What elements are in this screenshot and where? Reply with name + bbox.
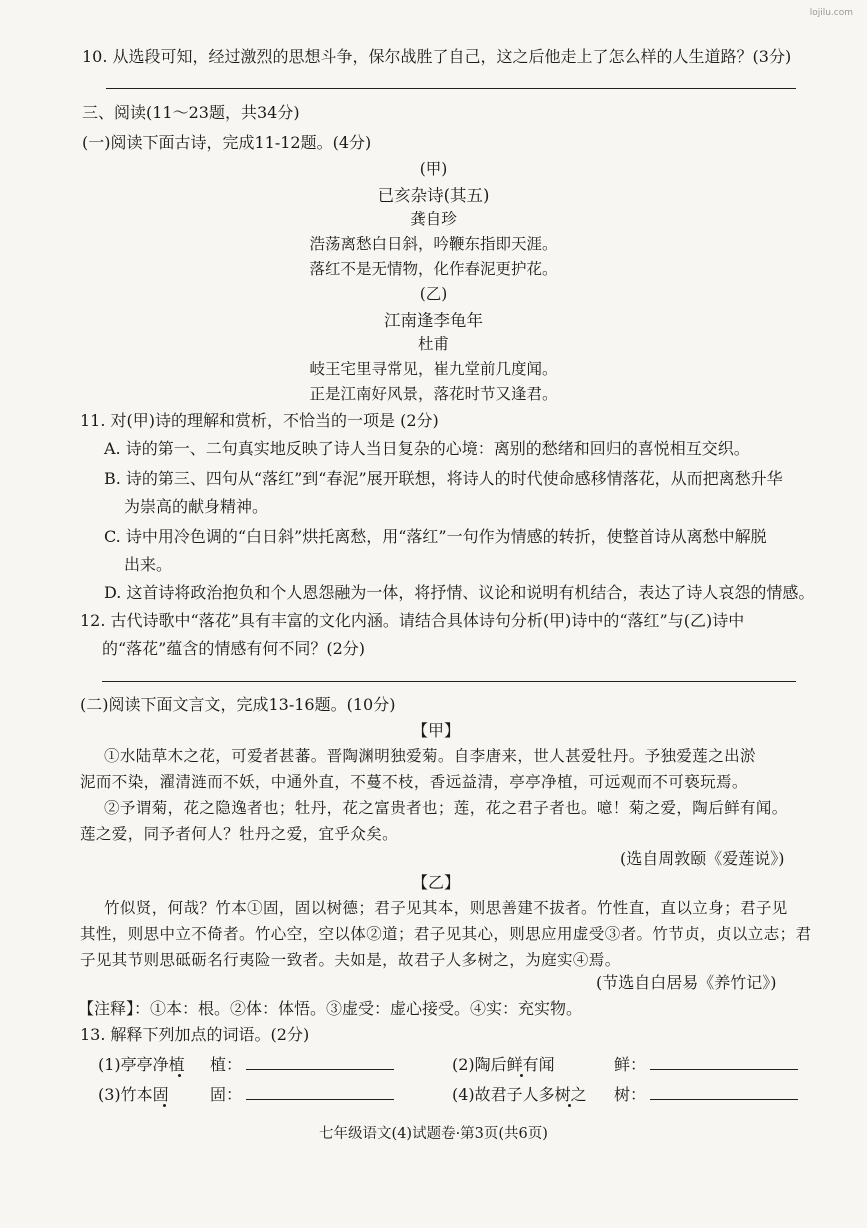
q13-item-label: 鲜： [614,1055,647,1074]
question-10: 10. 从选段可知，经过激烈的思想斗争，保尔战胜了自己，这之后他走上了怎么样的人生道路？(3分) [82,47,792,66]
answer-blank[interactable] [246,1085,394,1100]
q13-item-answer [210,1052,394,1075]
emphasis-dot [178,1074,181,1077]
poem-b-marker: (乙) [419,285,448,303]
answer-line-q10 [106,88,796,89]
answer-blank[interactable] [650,1085,798,1100]
q13-item-answer [614,1052,798,1075]
prose-b-line1: 竹似贤，何哉？竹本①固，固以树德；君子见其本，则思善建不拔者。竹性直，直以立身；君子见 [104,899,788,917]
question-13-stem: 13. 解释下列加点的词语。(2分) [80,1025,310,1044]
annotation-notes: 【注释】：①本：根。②体：体悟。③虚受：虚心接受。④实：充实物。 [78,999,583,1018]
q11-option-c-cont: 出来。 [124,555,173,574]
q11-option-b: B. 诗的第三、四句从“落红”到“春泥”展开联想，将诗人的时代使命感移情落花，从而把离愁升华 [104,469,783,488]
prose-a-marker: 【甲】 [412,721,461,740]
q13-item-phrase: (4)故君子人多树之 [452,1085,587,1104]
part1-instruction: (一)阅读下面古诗，完成11-12题。(4分) [82,133,372,152]
prose-b-source: (节选自白居易《养竹记》) [596,973,777,992]
prose-b-line2: 其性，则思中立不倚者。竹心空，空以体②道；君子见其心，则思应用虚受③者。竹节贞，贞以立志；君 [80,925,812,943]
q13-item-phrase: (3)竹本固 [98,1085,169,1104]
answer-blank[interactable] [246,1055,394,1070]
question-12-line1: 12. 古代诗歌中“落花”具有丰富的文化内涵。请结合具体诗句分析(甲)诗中的“落红”与(乙)诗中 [80,611,745,630]
poem-a-author: 龚自珍 [410,210,457,228]
prose-b-marker: 【乙】 [412,873,461,892]
corner-watermark: lojilu.com [809,8,853,18]
q13-item-phrase: (1)亭亭净植 [98,1055,185,1074]
page-footer: 七年级语文(4)试题卷·第3页(共6页) [319,1126,548,1142]
q13-item-label: 植： [210,1055,243,1074]
q13-item-label: 固： [210,1085,243,1104]
q11-option-c: C. 诗中用冷色调的“白日斜”烘托离愁，用“落红”一句作为情感的转折，使整首诗从离愁中解脱 [104,527,767,546]
q13-item-answer [614,1082,798,1105]
poem-a-line: 浩荡离愁白日斜，吟鞭东指即天涯。 [309,235,558,253]
poem-b-line: 正是江南好风景，落花时节又逢君。 [309,385,558,403]
q13-item-answer [210,1082,394,1105]
poem-a-line: 落红不是无情物，化作春泥更护花。 [309,260,558,278]
poem-a-title: 已亥杂诗(其五) [377,186,490,205]
q11-option-a: A. 诗的第一、二句真实地反映了诗人当日复杂的心境：离别的愁绪和回归的喜悦相互交织。 [104,439,750,458]
question-11-stem: 11. 对(甲)诗的理解和赏析，不恰当的一项是 (2分) [80,411,439,430]
answer-line-q12 [102,681,796,682]
prose-a-p2-line2: 莲之爱，同予者何人？牡丹之爱，宜乎众矣。 [80,825,399,843]
emphasis-dot [163,1104,166,1107]
answer-blank[interactable] [650,1055,798,1070]
question-12-line2: 的“落花”蕴含的情感有何不同？(2分) [102,639,366,658]
section-title: 三、阅读(11～23题，共34分) [82,103,300,122]
prose-a-source: (选自周敦颐《爱莲说》) [620,849,785,868]
q13-item-label: 树： [614,1085,647,1104]
q11-option-b-cont: 为崇高的献身精神。 [124,497,269,516]
prose-a-p2-line1: ②予谓菊，花之隐逸者也；牡丹，花之富贵者也；莲，花之君子者也。噫！菊之爱，陶后鲜有闻。 [104,799,788,817]
poem-b-author: 杜甫 [417,335,449,353]
part2-instruction: (二)阅读下面文言文，完成13-16题。(10分) [80,695,396,714]
q13-item-phrase: (2)陶后鲜有闻 [452,1055,555,1074]
poem-a-marker: (甲) [419,160,448,178]
emphasis-dot [520,1074,523,1077]
poem-b-title: 江南逢李龟年 [384,311,483,330]
q11-option-d: D. 这首诗将政治抱负和个人恩怨融为一体，将抒情、议论和说明有机结合，表达了诗人哀怨的情感。 [104,583,815,602]
poem-b-line: 岐王宅里寻常见，崔九堂前几度闻。 [309,360,558,378]
prose-a-p1-line1: ①水陆草木之花，可爱者甚蕃。晋陶渊明独爱菊。自李唐来，世人甚爱牡丹。予独爱莲之出淤 [104,747,756,765]
prose-b-line3: 子见其节则思砥砺名行夷险一致者。夫如是，故君子人多树之，为庭实④焉。 [80,951,621,969]
prose-a-p1-line2: 泥而不染，濯清涟而不妖，中通外直，不蔓不枝，香远益清，亭亭净植，可远观而不可亵玩焉。 [80,773,748,791]
emphasis-dot [568,1104,571,1107]
